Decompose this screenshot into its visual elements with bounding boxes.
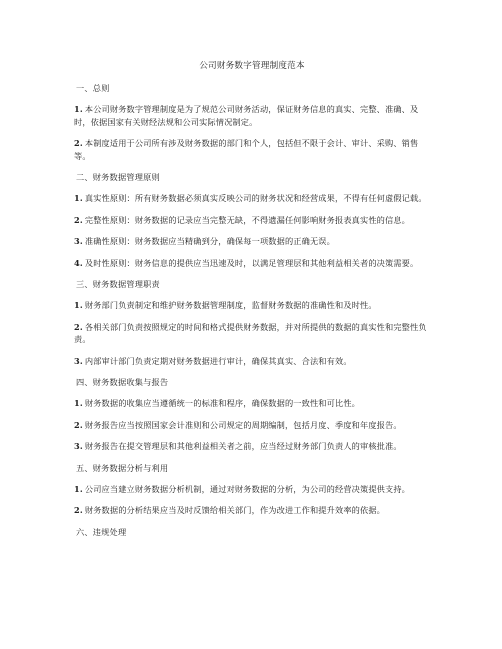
paragraph-number: 1. [74,398,83,408]
section-1 [74,82,430,162]
paragraph [74,321,430,346]
paragraph-number: 2. [74,214,83,225]
section-4 [74,376,430,453]
paragraph-number: 2. [74,505,83,515]
paragraph-number: 2. [74,138,83,148]
paragraph-text: 财务报告在提交管理层和其他利益相关者之前，应当经过财务部门负责人的审核批准。 [84,441,402,451]
paragraph-text: 公司应当建立财务数据分析机制，通过对财务数据的分析，为公司的经营决策提供支持。 [84,483,411,494]
paragraph [74,192,430,205]
paragraph [74,257,430,270]
paragraph-text: 及时性原则：财务信息的提供应当迅速及时，以满足管理层和其他利益相关者的决策需要。 [84,257,419,268]
paragraph-text: 准确性原则：财务数据应当精确到分，确保每一项数据的正确无误。 [84,236,335,246]
paragraph-text: 本制度适用于公司所有涉及财务数据的部门和个人，包括但不限于会计、审计、采购、销售等。 [74,138,419,161]
paragraph [74,137,430,162]
section-heading: 一、总则 [76,83,110,93]
paragraph-number: 2. [74,321,83,332]
paragraph [74,504,430,517]
section-2 [74,171,430,269]
paragraph-number: 4. [74,257,83,268]
paragraph-number: 1. [74,300,83,310]
paragraph [74,483,430,496]
paragraph-text: 真实性原则：所有财务数据必须真实反映公司的财务状况和经营成果，不得有任何虚假记载。 [84,193,427,203]
section-heading: 五、财务数据分析与利用 [76,462,169,473]
paragraph [74,440,430,453]
paragraph-number: 3. [74,236,83,246]
paragraph-number: 3. [74,441,83,451]
paragraph [74,419,430,432]
paragraph-number: 1. [74,193,83,203]
paragraph-number: 3. [74,355,83,366]
paragraph-text: 完整性原则：财务数据的记录应当完整无缺，不得遗漏任何影响财务报表真实性的信息。 [84,214,411,225]
paragraph-text: 财务数据的收集应当遵循统一的标准和程序，确保数据的一致性和可比性。 [84,398,360,408]
section-5 [74,462,430,517]
document-body [74,82,430,538]
paragraph [74,397,430,410]
section-heading: 六、违规处理 [76,526,127,537]
paragraph [74,299,430,312]
paragraph [74,214,430,227]
section-heading: 二、财务数据管理原则 [76,172,160,182]
paragraph-text: 财务报告应当按照国家会计准则和公司规定的周期编制，包括月度、季度和年度报告。 [84,419,402,430]
section-6 [74,526,430,538]
paragraph [74,103,430,128]
paragraph-text: 内部审计部门负责定期对财务数据进行审计，确保其真实、合法和有效。 [84,355,352,366]
paragraph-text: 本公司财务数字管理制度是为了规范公司财务活动，保证财务信息的真实、完整、准确、及时，依据国家有关财经法规和公司实际情况制定。 [74,104,419,127]
section-3 [74,278,430,367]
paragraph [74,355,430,368]
document-title: 公司财务数字管理制度范本 [199,61,305,71]
paragraph-number: 1. [74,483,83,494]
paragraph-number: 1. [74,104,83,114]
section-heading: 三、财务数据管理职责 [76,279,160,289]
paragraph [74,235,430,248]
paragraph-text: 财务部门负责制定和维护财务数据管理制度，监督财务数据的准确性和及时性。 [84,300,377,310]
paragraph-number: 2. [74,419,83,430]
paragraph-text: 财务数据的分析结果应当及时反馈给相关部门，作为改进工作和提升效率的依据。 [84,505,386,515]
paragraph-text: 各相关部门负责按照规定的时间和格式提供财务数据，并对所提供的数据的真实性和完整性负责。 [74,321,427,344]
section-heading: 四、财务数据收集与报告 [76,377,169,387]
